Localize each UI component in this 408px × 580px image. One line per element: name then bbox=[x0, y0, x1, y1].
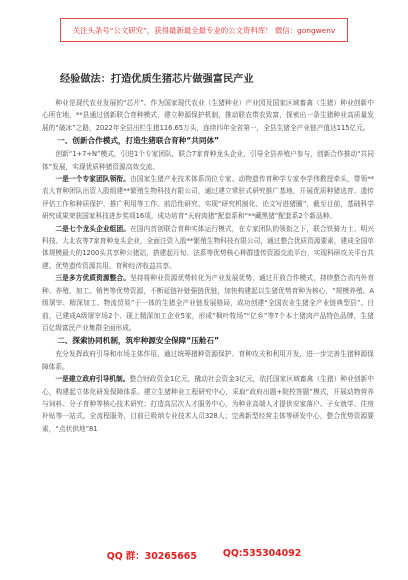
body-paragraph bbox=[42, 348, 374, 373]
paragraph-text: 整合财政资金1亿元，撬动社会资金3亿元，依托国家区域畜禽（生猪）种业创新中心，构建起立体化研发保障体系。建立生猪种业工程研究中心，采取“政府出题+院校答题”模式，开展动物营养与饲料、分子育种等核心技术研究；打造高层次人才服务中心，为种业高端人才提供安家落户、子女就学、住房补贴等一站式、全流程服务，目前已吸纳专业技术人员328人；完善新型经营主体等研发中心，整合优势资源要素，“点状供地”81 bbox=[42, 375, 374, 433]
section-heading: 一、创新合作模式，打造生猪联合育种“共同体” bbox=[57, 136, 220, 146]
body-paragraph bbox=[42, 272, 374, 334]
body-paragraph bbox=[42, 373, 374, 435]
top-banner: 关注头条号“公文研究”，获得最新最全最专业的公文资料库！ 微信：gongwenv bbox=[60, 18, 348, 42]
body-paragraph bbox=[42, 148, 374, 173]
paragraph-text: 充分发挥政府引导和市场主体作用，通过统筹猪种资源保护、育种攻关和利用开发，进一步完善生猪种源保障体系。 bbox=[42, 350, 374, 371]
qq-group-text: QQ 群：30265665 bbox=[106, 551, 197, 562]
qq-text: QQ:535304092 bbox=[222, 548, 302, 559]
paragraph-text: 由国家生猪产业技术体系岗位专家、动物遗传育种学专家李学伟教授牵头，带领**农大育种团队出资入股组建**繁殖生物科技有限公司，通过建立常驻式研究推广基地，开展优质种猪选育、遗传评估工作和种质保护、推广利用等工作。前沿性研究、实现“研究机制化、论文写进猪圈”，截至目前，基础科学研究成果荣获国家科技进步奖项16项，成功培育“天府肉猪”配套系和“**藏黑猪”配套系2个新品种。 bbox=[42, 175, 375, 221]
paragraph-lead: 一是一个专家团队领衔。 bbox=[55, 175, 130, 184]
paragraph-text: 种业是现代农业发展的“芯片”。作为国家现代农业（生猪种业）产业园及国家区域畜禽（生猪）种业创新中心所在地，**县通过创新联合育种模式，建立种源保护机制，推动联农带农致富，探索出一条生猪种业高质量发展的“破冰”之路，2022年全县出栏生猪116.65万头，连续四年全省第一，全县生猪全产业链产值达115亿元。 bbox=[42, 99, 374, 132]
body-paragraph bbox=[42, 173, 374, 223]
body-paragraph bbox=[42, 97, 374, 134]
paragraph-text: 坚持将种业资源优势转化为产业发展优势，通过开放合作模式，持续整合省内外育种、养殖、加工、销售等优势资源，不断延链补链强链优链，加快构建起以生猪优势育种为核心，“规模养殖、A级屠宰、精深加工、物流贸易”于一体的生猪全产业链发展格局，成功创建“全国农业生猪全产业链典型县”。目前，已建成A级屠宰场2个、现上精深加工企业5家，形成“枫叶牧场”“亿乡”等7个本土猪肉产品特色品牌，生猪百亿级富民产业集群全面形成。 bbox=[42, 274, 375, 332]
section-heading: 二、探索协同机制，筑牢种源安全保障“压舱石” bbox=[57, 336, 220, 346]
paragraph-text: 创新“1+7+N”模式，引进1个专家团队，联合7家育种龙头企业，引导全县养殖户参与，创新合作推动“共同体”发展，实现优质种猪资源高效交流。 bbox=[42, 150, 374, 171]
article-title: 经验做法：打造优质生猪芯片做强富民产业 bbox=[60, 74, 254, 85]
paragraph-lead: 二是七个龙头企业组团。 bbox=[55, 224, 130, 233]
paragraph-lead: 一是建立政府引导机制。 bbox=[55, 375, 130, 384]
body-paragraph bbox=[42, 223, 374, 273]
article-body bbox=[42, 97, 374, 435]
paragraph-lead: 三是多方优质资源整合。 bbox=[55, 274, 130, 283]
contact-footer bbox=[0, 548, 408, 562]
paragraph-text: 在国内首创联合育种实体运行模式，在专家团队的领衔之下，联合铁骑力士、明兴科技、大北农等7家育种龙头企业，全面注资入股**繁殖生物科技有限公司，通过整合优质资源要素，建成全国单体规模最大的1200头共享种公猪站，搭建起月旬、法系等优势核心种群遗传资源交流平台，实现科研攻关平台共建、优势遗传资源共用、育种经济收益共享。 bbox=[42, 224, 375, 270]
